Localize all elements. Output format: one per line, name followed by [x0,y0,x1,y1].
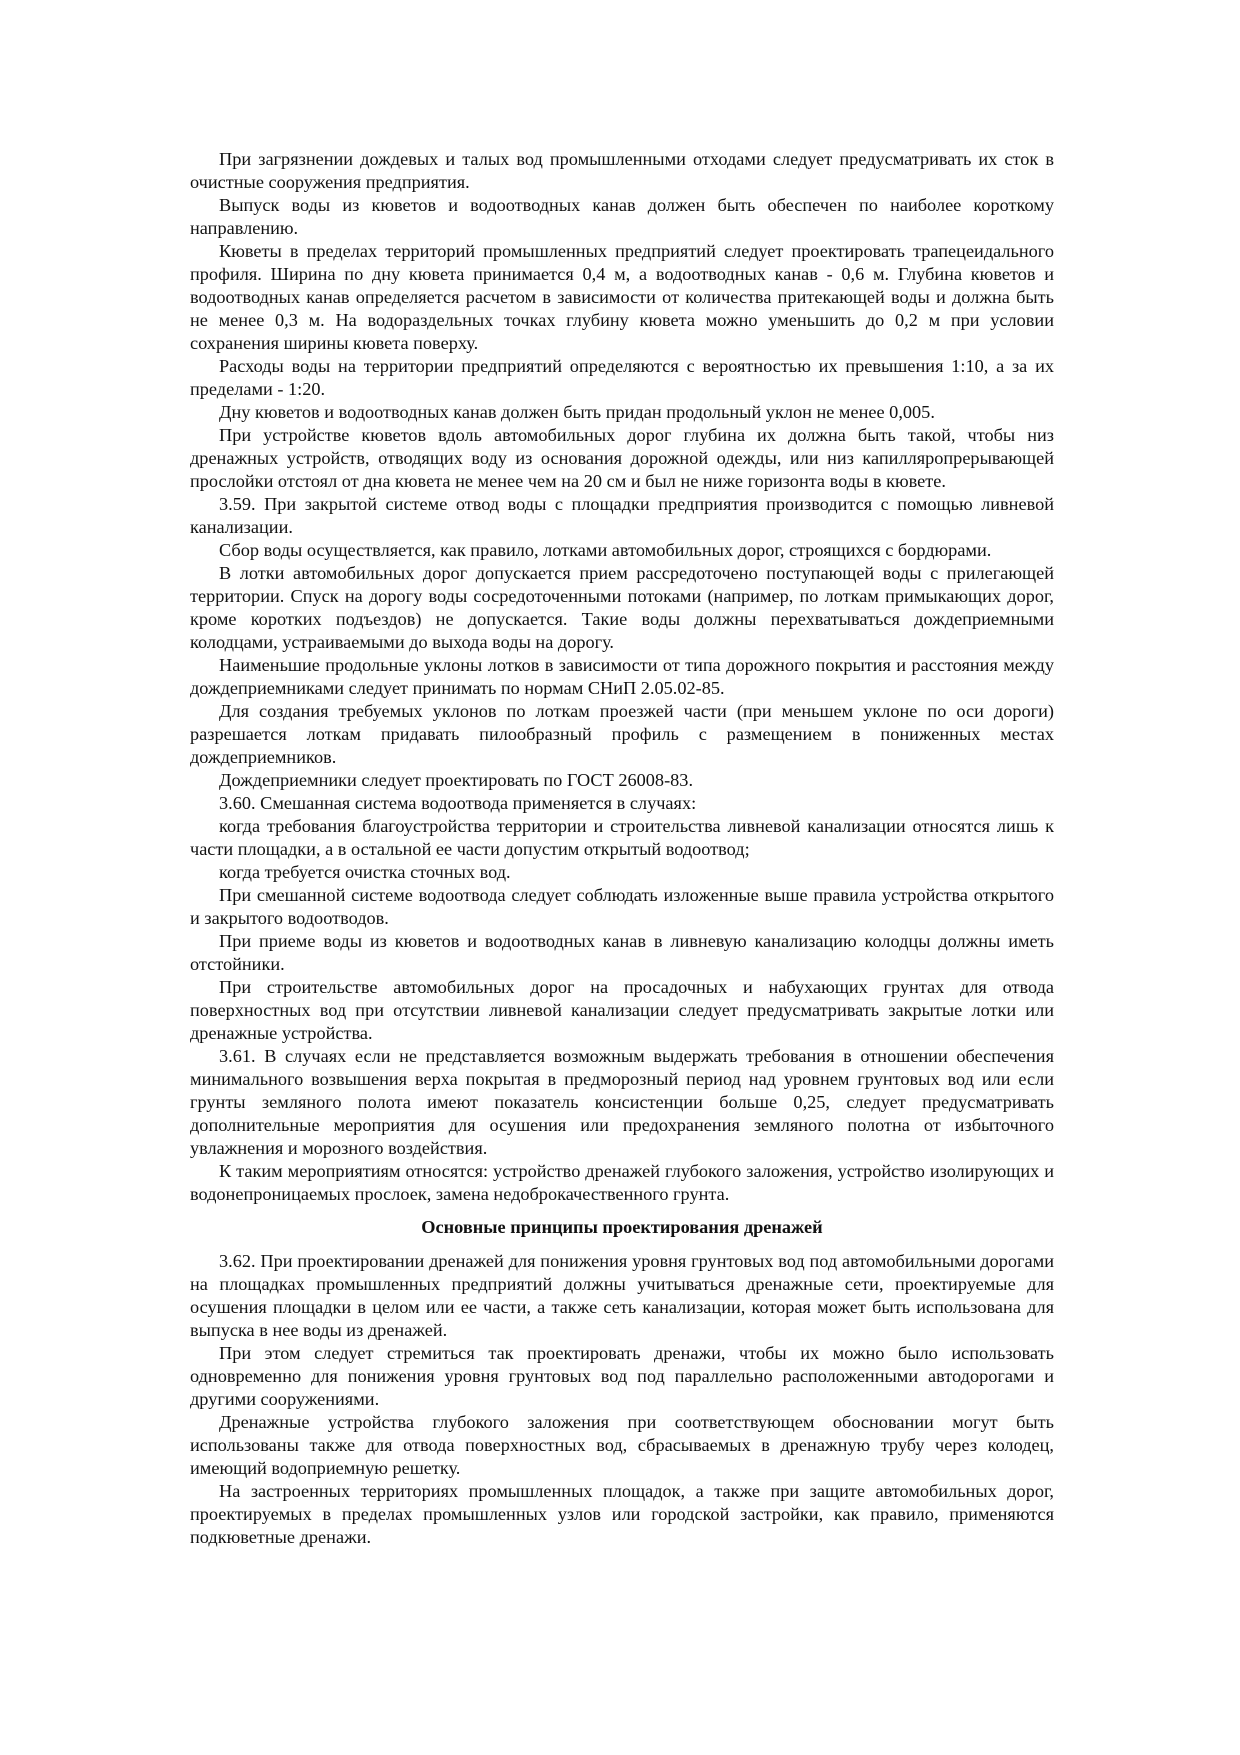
paragraph: 3.62. При проектировании дренажей для понижения уровня грунтовых вод под автомобильными дорогами на площадках промышленных предприятий должны учитываться дренажные сети, проектируемые для осушения площадки в целом или ее части, а также сеть канализации, которая может быть использована для выпуска в нее воды из дренажей. [190,1251,1054,1340]
paragraph: При этом следует стремиться так проектировать дренажи, чтобы их можно было использовать одновременно для понижения уровня грунтовых вод под параллельно расположенными автодорогами и другими сооружениями. [190,1343,1054,1409]
paragraph: В лотки автомобильных дорог допускается прием рассредоточено поступающей воды с прилегающей территории. Спуск на дорогу воды сосредоточенными потоками (например, по лоткам примыкающих дорог, кроме коротких подъездов) не допускается. Такие воды должны перехватываться дождеприемными колодцами, устраиваемыми до выхода воды на дорогу. [190,563,1054,652]
paragraph: К таким мероприятиям относятся: устройство дренажей глубокого заложения, устройство изолирующих и водонепроницаемых прослоек, замена недоброкачественного грунта. [190,1161,1054,1204]
paragraph: Дренажные устройства глубокого заложения при соответствующем обосновании могут быть использованы также для отвода поверхностных вод, сбрасываемых в дренажную трубу через колодец, имеющий водоприемную решетку. [190,1412,1054,1478]
paragraph: При загрязнении дождевых и талых вод промышленными отходами следует предусматривать их сток в очистные сооружения предприятия. [190,149,1054,192]
paragraph: 3.60. Смешанная система водоотвода применяется в случаях: [219,793,697,813]
paragraph: 3.59. При закрытой системе отвод воды с площадки предприятия производится с помощью ливневой канализации. [190,494,1054,537]
paragraph: На застроенных территориях промышленных площадок, а также при защите автомобильных дорог, проектируемых в пределах промышленных узлов или городской застройки, как правило, применяются подкюветные дренажи. [190,1481,1054,1547]
paragraph: При смешанной системе водоотвода следует соблюдать изложенные выше правила устройства открытого и закрытого водоотводов. [190,885,1054,928]
document-page [190,148,1054,1549]
paragraph: Для создания требуемых уклонов по лоткам проезжей части (при меньшем уклоне по оси дороги) разрешается лоткам придавать пилообразный профиль с размещением в пониженных местах дождеприемников. [190,701,1054,767]
paragraph: Дну кюветов и водоотводных канав должен быть придан продольный уклон не менее 0,005. [219,402,935,422]
paragraph: когда требуется очистка сточных вод. [219,862,511,882]
paragraph: 3.61. В случаях если не представляется возможным выдержать требования в отношении обеспечения минимального возвышения верха покрытая в предморозный период над уровнем грунтовых вод или если грунты земляного полота имеют показатель консистенции больше 0,25, следует предусматривать дополнительные мероприятия для осушения или предохранения земляного полотна от избыточного увлажнения и морозного воздействия. [190,1046,1054,1158]
paragraph: Сбор воды осуществляется, как правило, лотками автомобильных дорог, строящихся с бордюрами. [219,540,992,560]
paragraph: Дождеприемники следует проектировать по ГОСТ 26008-83. [219,770,694,790]
paragraph: Выпуск воды из кюветов и водоотводных канав должен быть обеспечен по наиболее короткому направлению. [190,195,1054,238]
paragraph: При приеме воды из кюветов и водоотводных канав в ливневую канализацию колодцы должны иметь отстойники. [190,931,1054,974]
paragraph: При устройстве кюветов вдоль автомобильных дорог глубина их должна быть такой, чтобы низ дренажных устройств, отводящих воду из основания дорожной одежды, или низ капилляропрерывающей прослойки отстоял от дна кювета не менее чем на 20 см и был не ниже горизонта воды в кювете. [190,425,1054,491]
section-heading: Основные принципы проектирования дренажей [421,1217,823,1237]
paragraph: При строительстве автомобильных дорог на просадочных и набухающих грунтах для отвода поверхностных вод при отсутствии ливневой канализации следует предусматривать закрытые лотки или дренажные устройства. [190,977,1054,1043]
paragraph: Наименьшие продольные уклоны лотков в зависимости от типа дорожного покрытия и расстояния между дождеприемниками следует принимать по нормам СНиП 2.05.02-85. [190,655,1054,698]
paragraph: Кюветы в пределах территорий промышленных предприятий следует проектировать трапецеидального профиля. Ширина по дну кювета принимается 0,4 м, а водоотводных канав - 0,6 м. Глубина кюветов и водоотводных канав определяется расчетом в зависимости от количества притекающей воды и должна быть не менее 0,3 м. На водораздельных точках глубину кювета можно уменьшить до 0,2 м при условии сохранения ширины кювета поверху. [190,241,1054,353]
paragraph: Расходы воды на территории предприятий определяются с вероятностью их превышения 1:10, а за их пределами - 1:20. [190,356,1054,399]
paragraph: когда требования благоустройства территории и строительства ливневой канализации относятся лишь к части площадки, а в остальной ее части допустим открытый водоотвод; [190,816,1054,859]
